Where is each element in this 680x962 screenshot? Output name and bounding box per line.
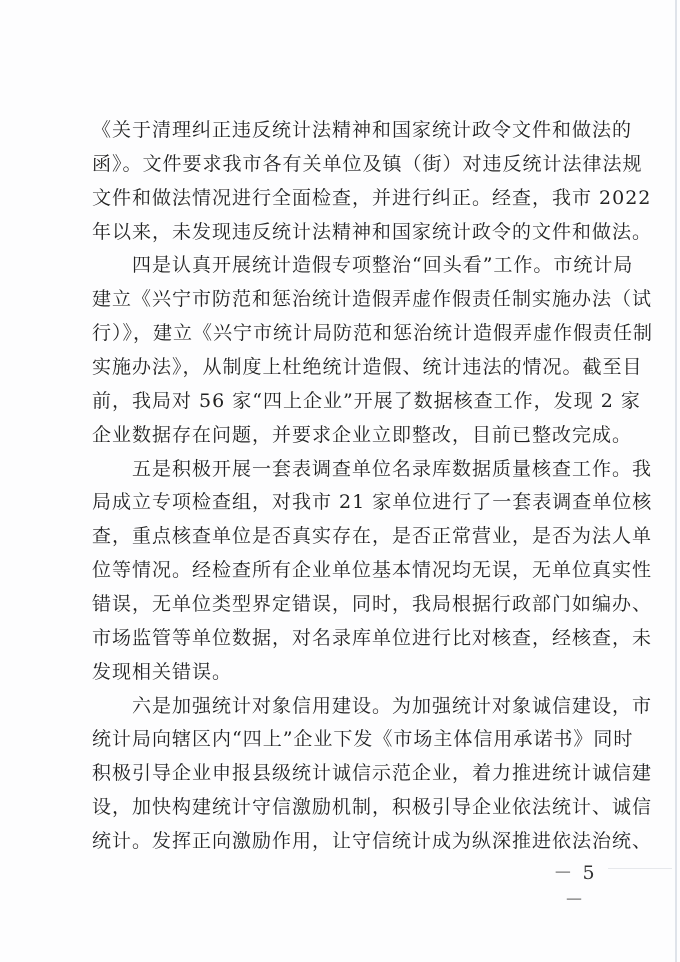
text-line: 《关于清理纠正违反统计法精神和国家统计政令文件和做法的 [92,119,633,141]
text-line: 位等情况。经检查所有企业单位基本情况均无误，无单位真实性 [92,559,653,582]
paragraph-four-heading-line: 四是认真开展统计造假专项整治“回头看”工作。市统计局 [132,254,634,277]
text-line: 局成立专项检查组，对我市 21 家单位进行了一套表调查单位核 [92,491,653,514]
text-line: 查，重点核查单位是否真实存在，是否正常营业，是否为法人单 [92,525,653,548]
text-line: 市场监管等单位数据，对名录库单位进行比对核查，经核查，未 [92,626,653,649]
text-line: 年以来，未发现违反统计法精神和国家统计政令的文件和做法。 [92,220,653,243]
text-line: 实施办法》，从制度上杜绝统计造假、统计违法的情况。截至目 [92,356,643,379]
text-line: 设，加快构建统计守信激励机制，积极引导企业依法统计、诚信 [92,796,653,819]
text-line: 企业数据存在问题，并要求企业立即整改，目前已整改完成。 [92,423,633,446]
text-line: 文件和做法情况进行全面检查，并进行纠正。经查，我市 2022 [92,186,652,209]
text-line: 错误，无单位类型界定错误，同时，我局根据行政部门如编办、 [92,593,653,616]
text-line: 积极引导企业申报县级统计诚信示范企业，着力推进统计诚信建 [92,762,653,785]
page-number: － 5 － [553,862,597,911]
scan-edge-line [675,0,677,962]
text-line: 统计局向辖区内“四上”企业下发《市场主体信用承诺书》同时 [92,728,634,751]
text-line: 前，我局对 56 家“四上企业”开展了数据核查工作，发现 2 家 [92,389,641,412]
paragraph-five-heading-line: 五是积极开展一套表调查单位名录库数据质量核查工作。我 [132,457,653,480]
text-line: 发现相关错误。 [92,660,233,683]
scan-artifact-line [608,868,672,869]
paragraph-six-heading-line: 六是加强统计对象信用建设。为加强统计对象诚信建设，市 [132,694,653,717]
text-line: 统计。发挥正向激励作用，让守信统计成为纵深推进依法治统、 [92,830,653,853]
text-line: 行）》，建立《兴宁市统计局防范和惩治统计造假弄虚作假责任制 [92,322,654,345]
document-body [92,114,654,859]
text-line: 建立《兴宁市防范和惩治统计造假弄虚作假责任制实施办法（试 [92,288,653,311]
text-line: 函》。文件要求我市各有关单位及镇（街）对违反统计法律法规 [92,152,643,175]
